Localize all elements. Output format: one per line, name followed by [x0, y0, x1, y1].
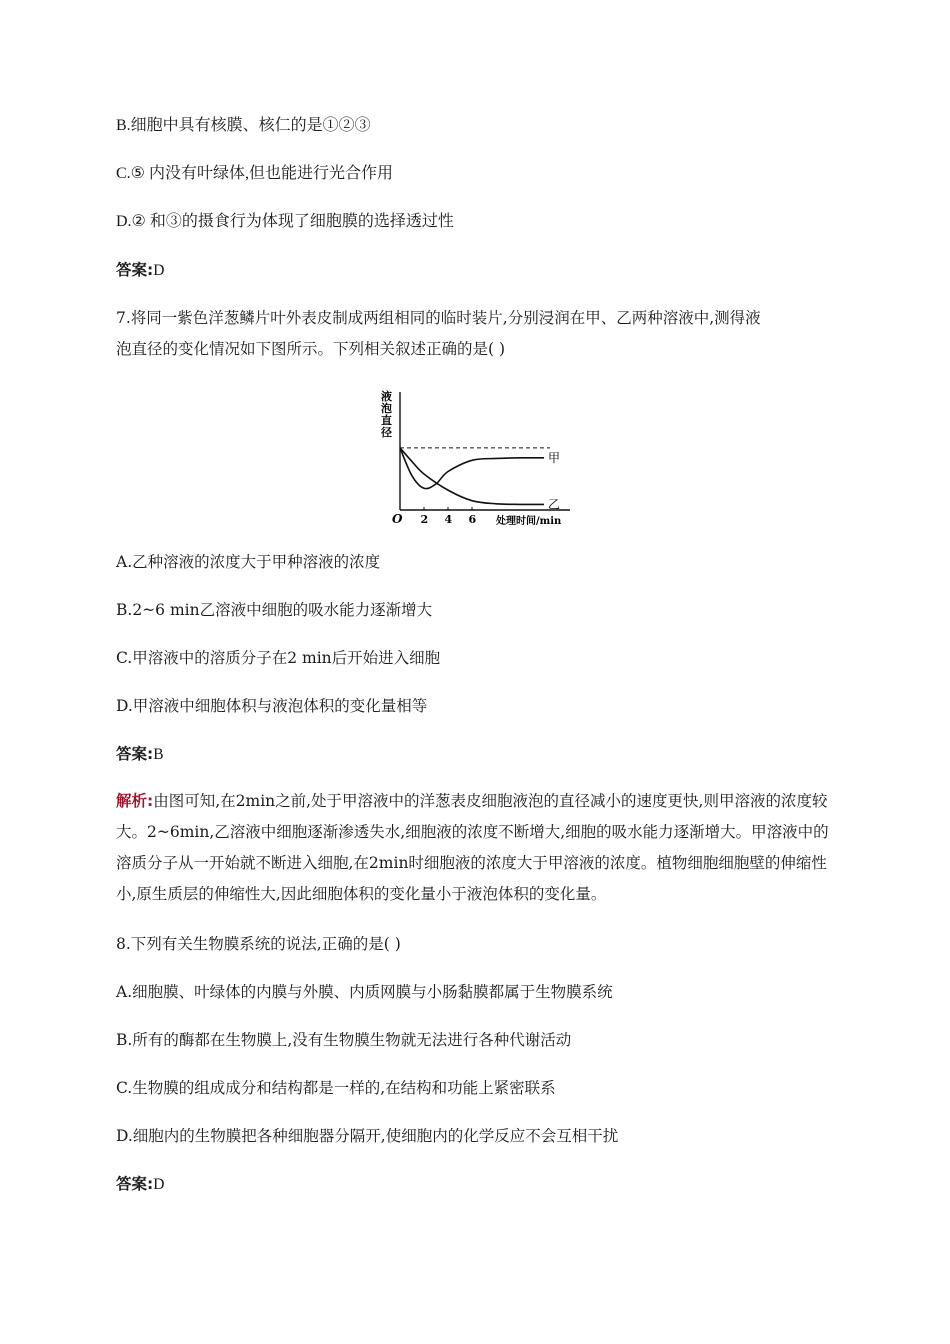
q8-option-a: A.细胞膜、叶绿体的内膜与外膜、内质网膜与小肠黏膜都属于生物膜系统	[116, 983, 613, 1001]
answer-value: B	[153, 746, 164, 763]
q7-option-b: B.2~6 min乙溶液中细胞的吸水能力逐渐增大	[116, 601, 433, 619]
answer-label: 答案:	[116, 1175, 154, 1193]
y-axis-label-char: 径	[381, 426, 392, 439]
series-line-乙	[400, 448, 544, 505]
x-axis-label: 处理时间/min	[496, 516, 562, 527]
q7-option-d: D.甲溶液中细胞体积与液泡体积的变化量相等	[116, 697, 428, 715]
analysis-label: 解析:	[116, 792, 154, 810]
series-label: 乙	[548, 497, 561, 512]
answer-label: 答案:	[116, 745, 154, 763]
q8-option-c: C.生物膜的组成成分和结构都是一样的,在结构和功能上紧密联系	[116, 1079, 556, 1097]
origin-label: O	[392, 512, 403, 526]
q6-option-d: D.② 和③的摄食行为体现了细胞膜的选择透过性	[116, 213, 454, 230]
q8-option-b: B.所有的酶都在生物膜上,没有生物膜生物就无法进行各种代谢活动	[116, 1031, 572, 1049]
vacuole-diameter-chart	[378, 382, 578, 532]
q7-option-a: A.乙种溶液的浓度大于甲种溶液的浓度	[116, 553, 381, 571]
answer-value: D	[153, 1176, 165, 1193]
x-tick-label: 2	[420, 513, 429, 526]
q7-analysis	[116, 786, 838, 910]
analysis-text: 由图可知,在2min之前,处于甲溶液中的洋葱表皮细胞液泡的直径减小的速度更快,则甲溶液的浓度较大。2~6min,乙溶液中细胞逐渐渗透失水,细胞液的浓度不断增大,细胞的吸水能力逐渐增大。甲溶液中的溶质分子从一开始就不断进入细胞,在2min时细胞液的浓度大于甲溶液的浓度。植物细胞细胞壁的伸缩性小,原生质层的伸缩性大,因此细胞体积的变化量小于液泡体积的变化量。	[116, 792, 829, 903]
q8-option-d: D.细胞内的生物膜把各种细胞器分隔开,使细胞内的化学反应不会互相干扰	[116, 1127, 619, 1145]
q8-answer	[116, 1174, 164, 1195]
series-line-甲	[400, 448, 544, 489]
q7-stem-line2: 泡直径的变化情况如下图所示。下列相关叙述正确的是( )	[116, 340, 506, 358]
q7-stem-line1: 7.将同一紫色洋葱鳞片叶外表皮制成两组相同的临时装片,分别浸润在甲、乙两种溶液中,测得液	[116, 309, 761, 327]
q6-answer	[116, 260, 164, 281]
x-tick-label: 6	[468, 513, 477, 526]
series-label: 甲	[548, 450, 561, 465]
y-axis-label-char: 直	[381, 414, 392, 427]
q7-answer	[116, 744, 164, 765]
chart-axes	[400, 392, 570, 510]
y-axis-label-char: 液	[381, 390, 392, 403]
answer-value: D	[153, 262, 165, 279]
q7-option-c: C.甲溶液中的溶质分子在2 min后开始进入细胞	[116, 649, 441, 667]
q6-option-b: B.细胞中具有核膜、核仁的是①②③	[116, 117, 371, 134]
chart-series	[400, 448, 560, 512]
y-axis-label-char: 泡	[381, 402, 392, 415]
x-tick-label: 4	[444, 513, 453, 526]
q8-stem: 8.下列有关生物膜系统的说法,正确的是( )	[116, 935, 401, 953]
q6-option-c: C.⑤ 内没有叶绿体,但也能进行光合作用	[116, 165, 394, 182]
answer-label: 答案:	[116, 261, 154, 279]
